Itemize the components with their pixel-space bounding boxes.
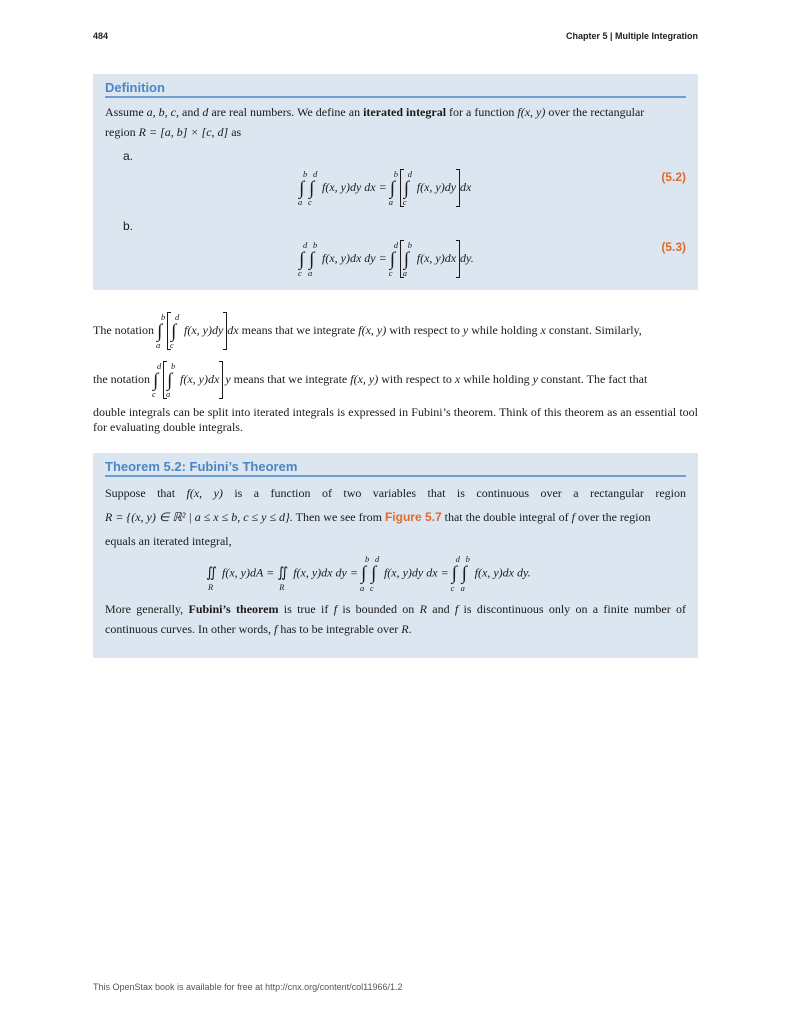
equation-number-5-2: (5.2) [661, 170, 686, 184]
math: f [333, 602, 338, 616]
text: while holding [468, 323, 541, 337]
text: . [408, 622, 412, 636]
theorem-line-1 [105, 481, 686, 505]
integral-sign: ∫ b a [308, 239, 318, 278]
text: Assume [105, 105, 147, 119]
text: has to be integrable over [277, 622, 402, 636]
text: means that we integrate [233, 372, 351, 386]
label-b: b. [123, 219, 134, 233]
integral-sign: ∫ b a [359, 554, 370, 593]
integral-sign: ∫ d c [169, 311, 180, 351]
notation-line-2 [93, 354, 698, 404]
math: f(x, y) [350, 372, 379, 386]
bold-term: iterated integral [363, 105, 447, 119]
text: for a function [446, 105, 518, 119]
text: means that we integrate [241, 323, 359, 337]
math: f(x, y)dy [416, 179, 457, 194]
math: R [138, 125, 146, 139]
math: f(x, y)dx [416, 250, 457, 265]
math: R [401, 622, 409, 636]
math: y [225, 372, 231, 386]
inline-integral [155, 311, 242, 351]
math: R = {(x, y) ∈ ℝ² | a ≤ x ≤ b, c ≤ y ≤ d}. [105, 510, 293, 524]
page-number: 484 [93, 31, 109, 41]
math: f(x, y)dx [180, 372, 220, 386]
inline-integral [152, 360, 234, 400]
text: is bounded on [337, 602, 420, 616]
integral-sign: ∫ b a [298, 168, 308, 207]
equation-a [299, 169, 471, 207]
double-integral-sign: ∬ R [206, 566, 218, 592]
math: f [571, 510, 575, 524]
integral-sign: ∫ b a [460, 554, 470, 593]
text: is discontinuous only on a finite number of [458, 602, 687, 616]
double-integral-sign: ∬ R [277, 566, 289, 592]
text: is a function of two variables that is continuous over a rectangular region [222, 486, 686, 500]
theorem-title: Theorem 5.2: Fubini’s Theorem [105, 459, 686, 477]
integral-sign: ∫ d c [298, 239, 308, 278]
text: constant. The fact that [537, 372, 648, 386]
bold-term: Fubini’s theorem [188, 602, 279, 616]
math: f(x, y) [358, 323, 387, 337]
figure-link[interactable]: Figure 5.7 [384, 510, 442, 524]
text: and [426, 602, 455, 616]
math: f(x, y)dy dx = [383, 565, 449, 580]
integral-sign: ∫ d c [369, 554, 380, 593]
math: f(x, y)dx dy = [293, 565, 358, 580]
integral-sign: ∫ d c [388, 239, 398, 278]
integral-sign: ∫ b a [388, 168, 398, 207]
math: f [454, 602, 459, 616]
math: y [532, 372, 538, 386]
definition-box [93, 74, 698, 290]
text: continuous curves. In other words, [105, 622, 274, 636]
math: f(x, y)dy dx = [322, 179, 387, 194]
text: is true if [278, 602, 334, 616]
integral-sign: ∫ d c [152, 360, 162, 400]
text: Then we see from [292, 510, 385, 524]
math: = [a, b] × [c, d] [146, 125, 229, 139]
math: x [454, 372, 461, 386]
math: f(x, y)dx dy = [322, 250, 387, 265]
integral-sign: ∫ b a [166, 360, 176, 400]
math: f(x, y) [517, 105, 546, 119]
text: that the double integral of [441, 510, 572, 524]
fubini-equation [206, 554, 531, 593]
text: the notation [93, 372, 150, 386]
notation-line-1 [93, 305, 698, 355]
integral-sign: ∫ b a [402, 239, 412, 278]
text: with respect to [378, 372, 455, 386]
body-paragraph: double integrals can be split into iterated integrals is expressed in Fubini’s theorem. Think of this theorem as an essential tool for evaluating double integrals. [93, 405, 698, 434]
general-line-1 [105, 599, 686, 619]
math: dx [460, 179, 472, 194]
text: region [105, 125, 139, 139]
math: f(x, y)dx dy. [474, 565, 531, 580]
theorem-general [105, 599, 686, 639]
general-line-2 [105, 619, 686, 639]
math: R [419, 602, 427, 616]
chapter-title: Chapter 5 | Multiple Integration [565, 31, 698, 41]
text: Suppose that [105, 486, 187, 500]
footer-note: This OpenStax book is available for free at http://cnx.org/content/col11966/1.2 [93, 982, 403, 992]
text: and [179, 105, 203, 119]
definition-title: Definition [105, 80, 686, 98]
text: while holding [460, 372, 533, 386]
text: over the rectangular [545, 105, 645, 119]
equation-b [299, 240, 474, 278]
integral-sign: ∫ b a [155, 311, 166, 351]
text: More generally, [105, 602, 189, 616]
theorem-line-2 [105, 505, 686, 529]
text: with respect to [386, 323, 463, 337]
integral-sign: ∫ d c [402, 168, 412, 207]
math: f [273, 622, 278, 636]
label-a: a. [123, 149, 134, 163]
math: dx [227, 323, 239, 337]
math: y [462, 323, 469, 337]
definition-intro [105, 102, 686, 142]
equation-number-5-3: (5.3) [661, 240, 686, 254]
integral-sign: ∫ d c [450, 554, 460, 593]
math: f(x, y) [186, 486, 223, 500]
text: over the region [574, 510, 651, 524]
math: a, b, c, [146, 105, 179, 119]
math: dy. [460, 250, 474, 265]
text: constant. Similarly, [545, 323, 642, 337]
theorem-line-3: equals an iterated integral, [105, 534, 232, 548]
math: x [540, 323, 546, 337]
text: as [228, 125, 242, 139]
text: The notation [93, 323, 154, 337]
math: f(x, y)dA = [222, 565, 275, 580]
math: d [202, 105, 209, 119]
integral-sign: ∫ d c [308, 168, 318, 207]
theorem-text [105, 481, 686, 553]
math: f(x, y)dy [183, 323, 224, 337]
theorem-box [93, 453, 698, 658]
text: are real numbers. We define an [208, 105, 364, 119]
bracket-right [219, 361, 223, 399]
